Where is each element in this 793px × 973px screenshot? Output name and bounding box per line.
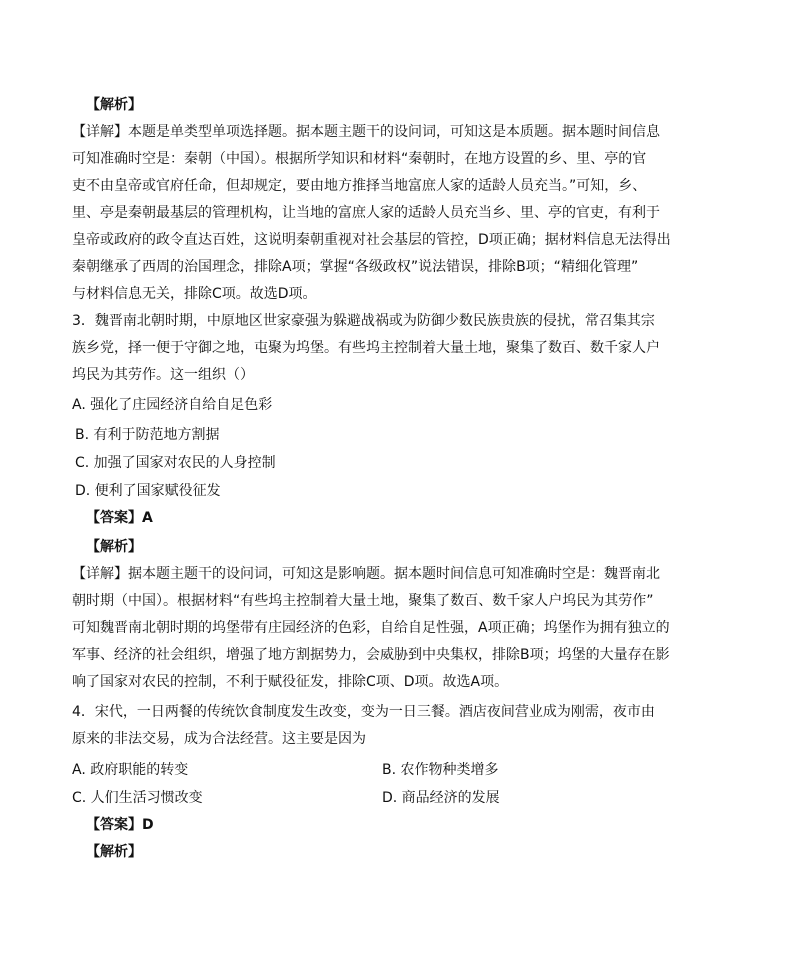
analysis-line: 【详解】据本题主题干的设问词，可知这是影响题。据本题时间信息可知准确时空是：魏晋南北 [72, 566, 660, 582]
analysis-line: 与材料信息无关，排除C项。故选D项。 [72, 286, 317, 302]
question-4-analysis-label: 【解析】 [86, 844, 142, 860]
question-3-option-c: C. 加强了国家对农民的人身控制 [75, 455, 276, 471]
question-3-option-d: D. 便利了国家赋役征发 [75, 483, 221, 499]
question-4-stem: 原来的非法交易，成为合法经营。这主要是因为 [72, 731, 366, 747]
analysis-line: 【详解】本题是单类型单项选择题。据本题主题干的设问词，可知这是本质题。据本题时间信息 [72, 124, 660, 140]
analysis-line: 皇帝或政府的政令直达百姓，这说明秦朝重视对社会基层的管控，D项正确；据材料信息无法得出 [72, 232, 671, 248]
question-4-stem: 4．宋代，一日两餐的传统饮食制度发生改变，变为一日三餐。酒店夜间营业成为刚需，夜市由 [72, 704, 655, 720]
question-4-option-d: D. 商品经济的发展 [382, 790, 500, 806]
question-4-option-a: A. 政府职能的转变 [72, 762, 189, 778]
analysis-line: 可知准确时空是：秦朝（中国）。根据所学知识和材料“秦朝时，在地方设置的乡、里、亭的官 [72, 151, 647, 167]
question-4-option-b: B. 农作物种类增多 [382, 762, 499, 778]
analysis-line: 秦朝继承了西周的治国理念，排除A项；掌握“各级政权”说法错误，排除B项；“精细化管理” [72, 259, 639, 275]
question-3-answer: 【答案】A [86, 510, 153, 526]
question-4-answer: 【答案】D [86, 817, 154, 833]
analysis-label: 【解析】 [86, 97, 142, 113]
analysis-line: 军事、经济的社会组织，增强了地方割据势力，会威胁到中央集权，排除B项；坞堡的大量存在影 [72, 647, 670, 663]
analysis-line: 响了国家对农民的控制，不利于赋役征发，排除C项、D项。故选A项。 [72, 674, 509, 690]
analysis-line: 吏不由皇帝或官府任命，但却规定，要由地方推择当地富庶人家的适龄人员充当。”可知，乡、 [72, 178, 647, 194]
question-3-stem: 坞民为其劳作。这一组织（） [72, 367, 254, 383]
question-3-stem: 3．魏晋南北朝时期，中原地区世家豪强为躲避战祸或为防御少数民族贵族的侵扰，常召集其宗 [72, 313, 655, 329]
question-3-option-a: A. 强化了庄园经济自给自足色彩 [72, 397, 273, 413]
analysis-line: 可知魏晋南北朝时期的坞堡带有庄园经济的色彩，自给自足性强，A项正确；坞堡作为拥有独立的 [72, 620, 670, 636]
question-3-option-b: B. 有利于防范地方割据 [75, 427, 220, 443]
question-3-stem: 族乡党，择一便于守御之地，屯聚为坞堡。有些坞主控制着大量土地，聚集了数百、数千家人户 [72, 340, 660, 356]
analysis-line: 里、亭是秦朝最基层的管理机构，让当地的富庶人家的适龄人员充当乡、里、亭的官吏，有利于 [72, 205, 660, 221]
question-3-analysis-label: 【解析】 [86, 539, 142, 555]
question-4-option-c: C. 人们生活习惯改变 [72, 790, 203, 806]
analysis-line: 朝时期（中国）。根据材料“有些坞主控制着大量土地，聚集了数百、数千家人户坞民为其劳作” [72, 593, 654, 609]
